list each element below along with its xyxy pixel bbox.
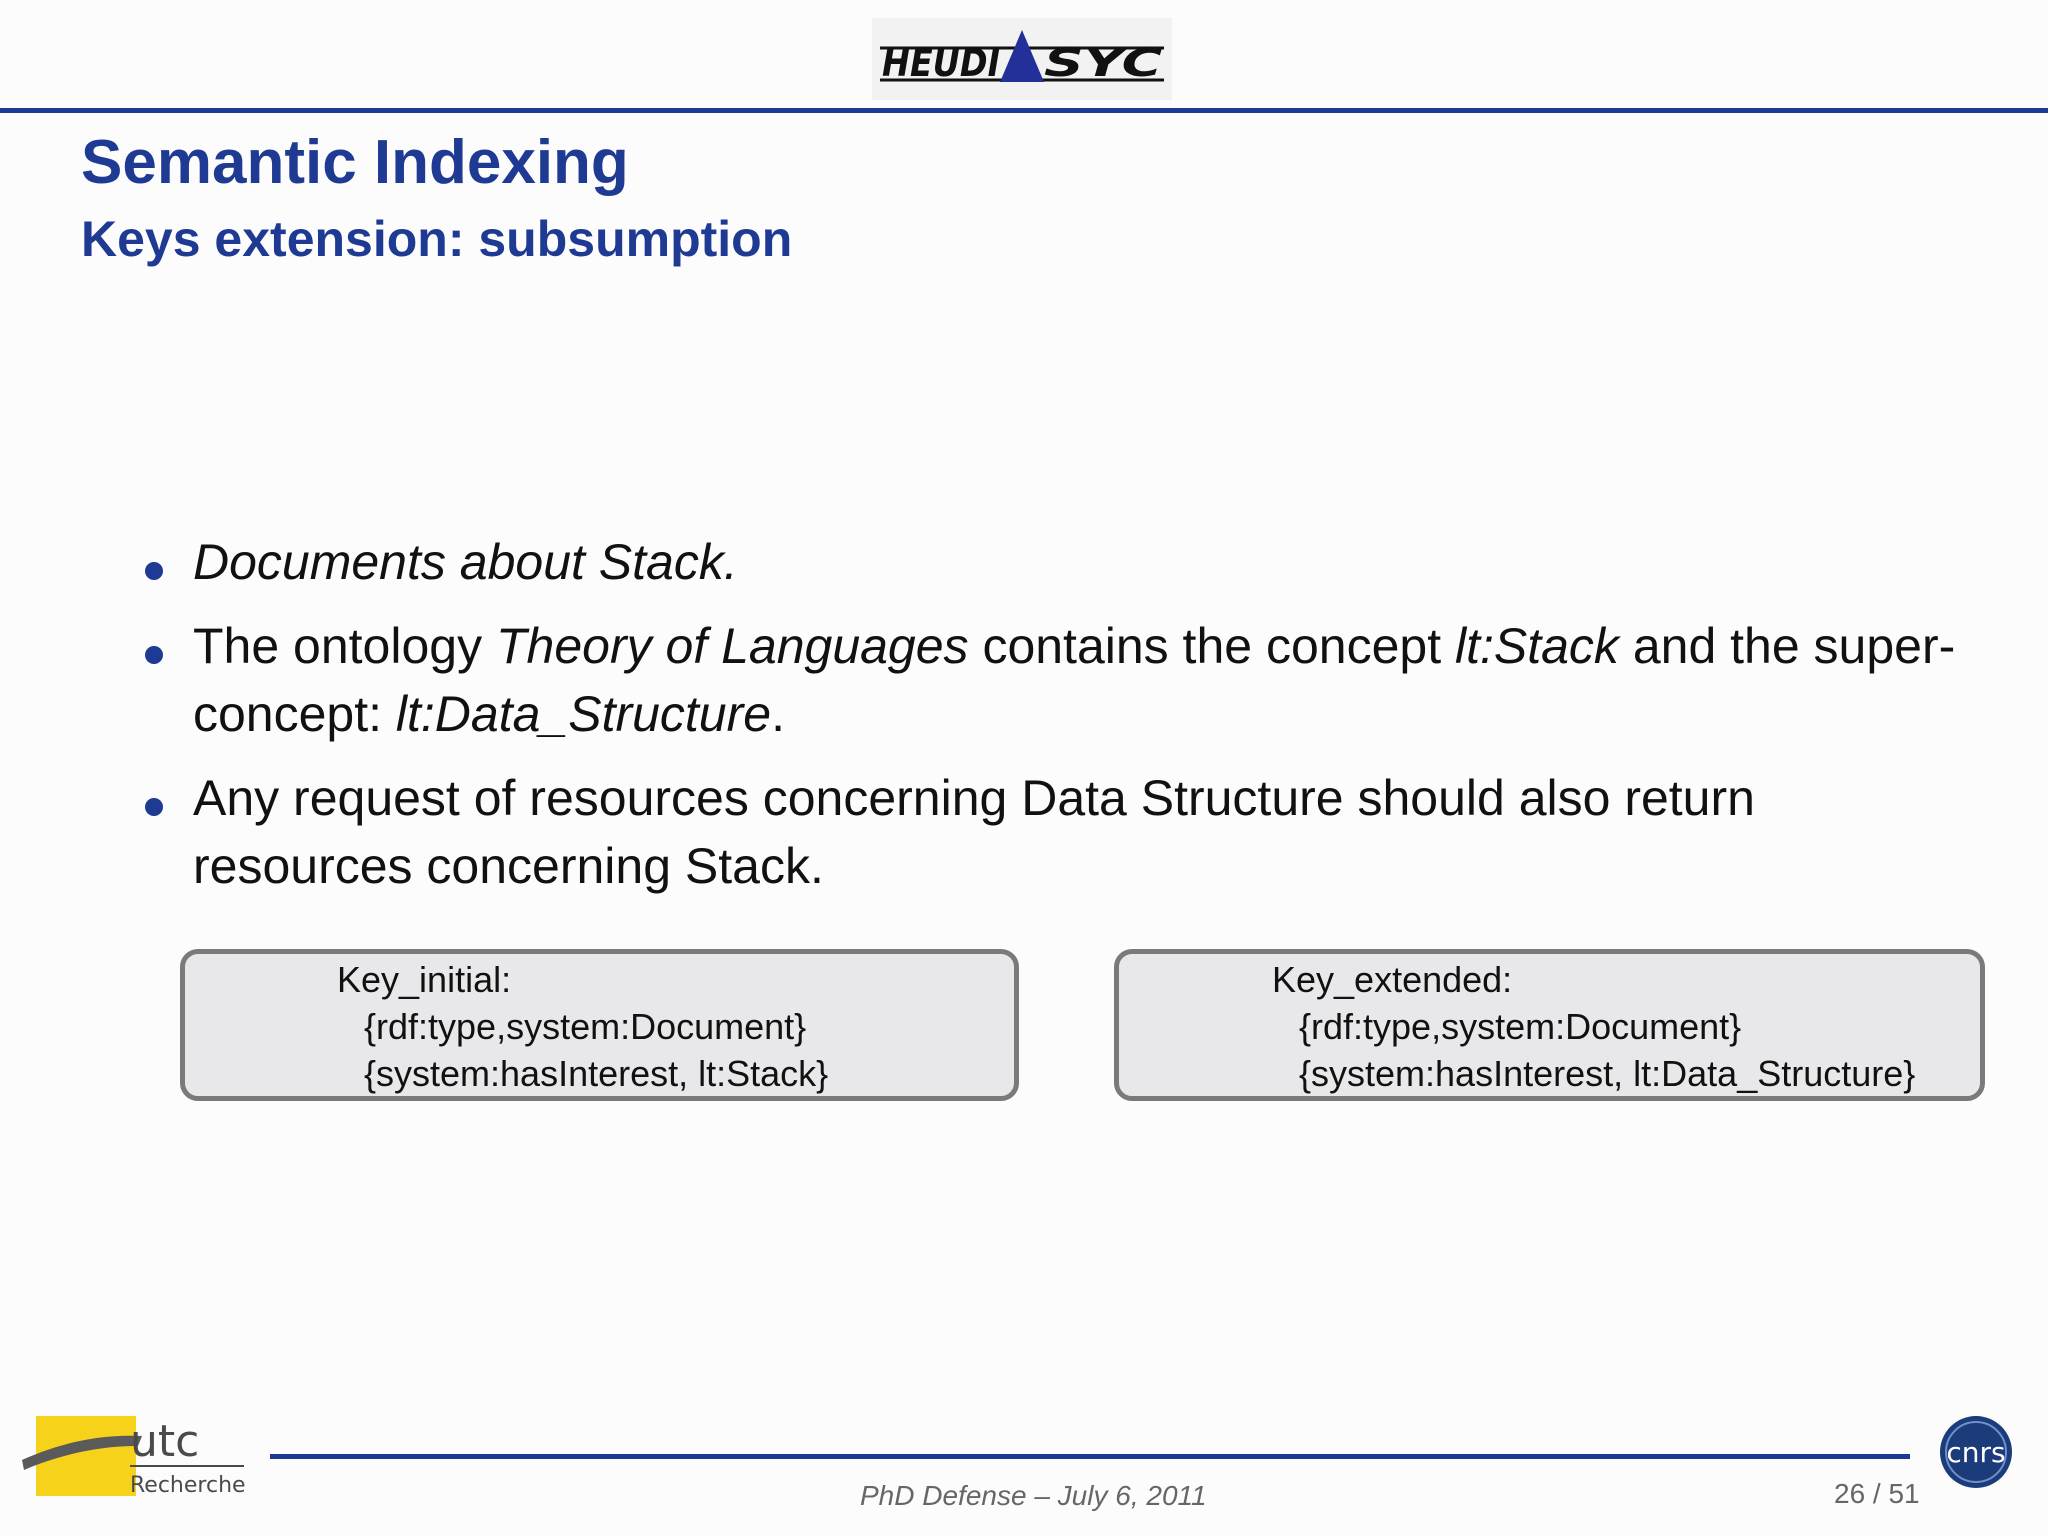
page-number: 26 / 51 [1834, 1478, 1920, 1509]
utc-logo-subtext: Recherche [130, 1473, 246, 1498]
bullet-text: Any request of resources concerning Data Structure should also return resources concerning Stack. [193, 770, 1755, 894]
header-rule [0, 108, 2048, 113]
key-extended-label: Key_extended: [1272, 959, 1513, 1000]
utc-logo-text: utc [130, 1416, 200, 1467]
logo-text-right: SYC [1044, 41, 1163, 85]
key-initial-line1: {rdf:type,system:Document} [364, 1006, 807, 1047]
bullet-text-part: The ontology [193, 618, 496, 674]
bullet-text: Documents about Stack. [193, 534, 738, 590]
slide-subtitle: Keys extension: subsumption [81, 211, 793, 267]
ontology-name: Theory of Languages [495, 618, 969, 674]
bullet-text-part: . [771, 686, 785, 742]
utc-logo [22, 1408, 250, 1500]
bullet-text-part: and the super-concept: [193, 618, 1956, 742]
key-extended-box [1114, 949, 1985, 1101]
footer-rule [270, 1454, 1910, 1459]
heudiasyc-logo [872, 18, 1172, 100]
bullet-item [140, 528, 1960, 596]
key-extended-line2: {system:hasInterest, lt:Data_Structure} [1299, 1053, 1916, 1094]
bullet-list [140, 528, 1960, 916]
key-initial-line2: {system:hasInterest, lt:Stack} [364, 1053, 829, 1094]
bullet-dot-icon [145, 562, 163, 580]
super-concept-name: lt:Data_Structure [395, 686, 772, 742]
bullet-item [140, 764, 1960, 900]
logo-text-left: HEUDI [882, 41, 1000, 85]
key-initial-label: Key_initial: [337, 959, 512, 1000]
cnrs-logo [1938, 1414, 2014, 1490]
bullet-text-part: contains the concept [968, 618, 1455, 674]
key-initial-box [180, 949, 1019, 1101]
bullet-item [140, 612, 1960, 748]
cnrs-logo-text: cnrs [1946, 1436, 2006, 1469]
slide-title: Semantic Indexing [81, 128, 629, 197]
bullet-dot-icon [145, 646, 163, 664]
key-extended-line1: {rdf:type,system:Document} [1299, 1006, 1742, 1047]
footer-title: PhD Defense – July 6, 2011 [860, 1480, 1207, 1511]
bullet-dot-icon [145, 798, 163, 816]
concept-name: lt:Stack [1454, 618, 1619, 674]
